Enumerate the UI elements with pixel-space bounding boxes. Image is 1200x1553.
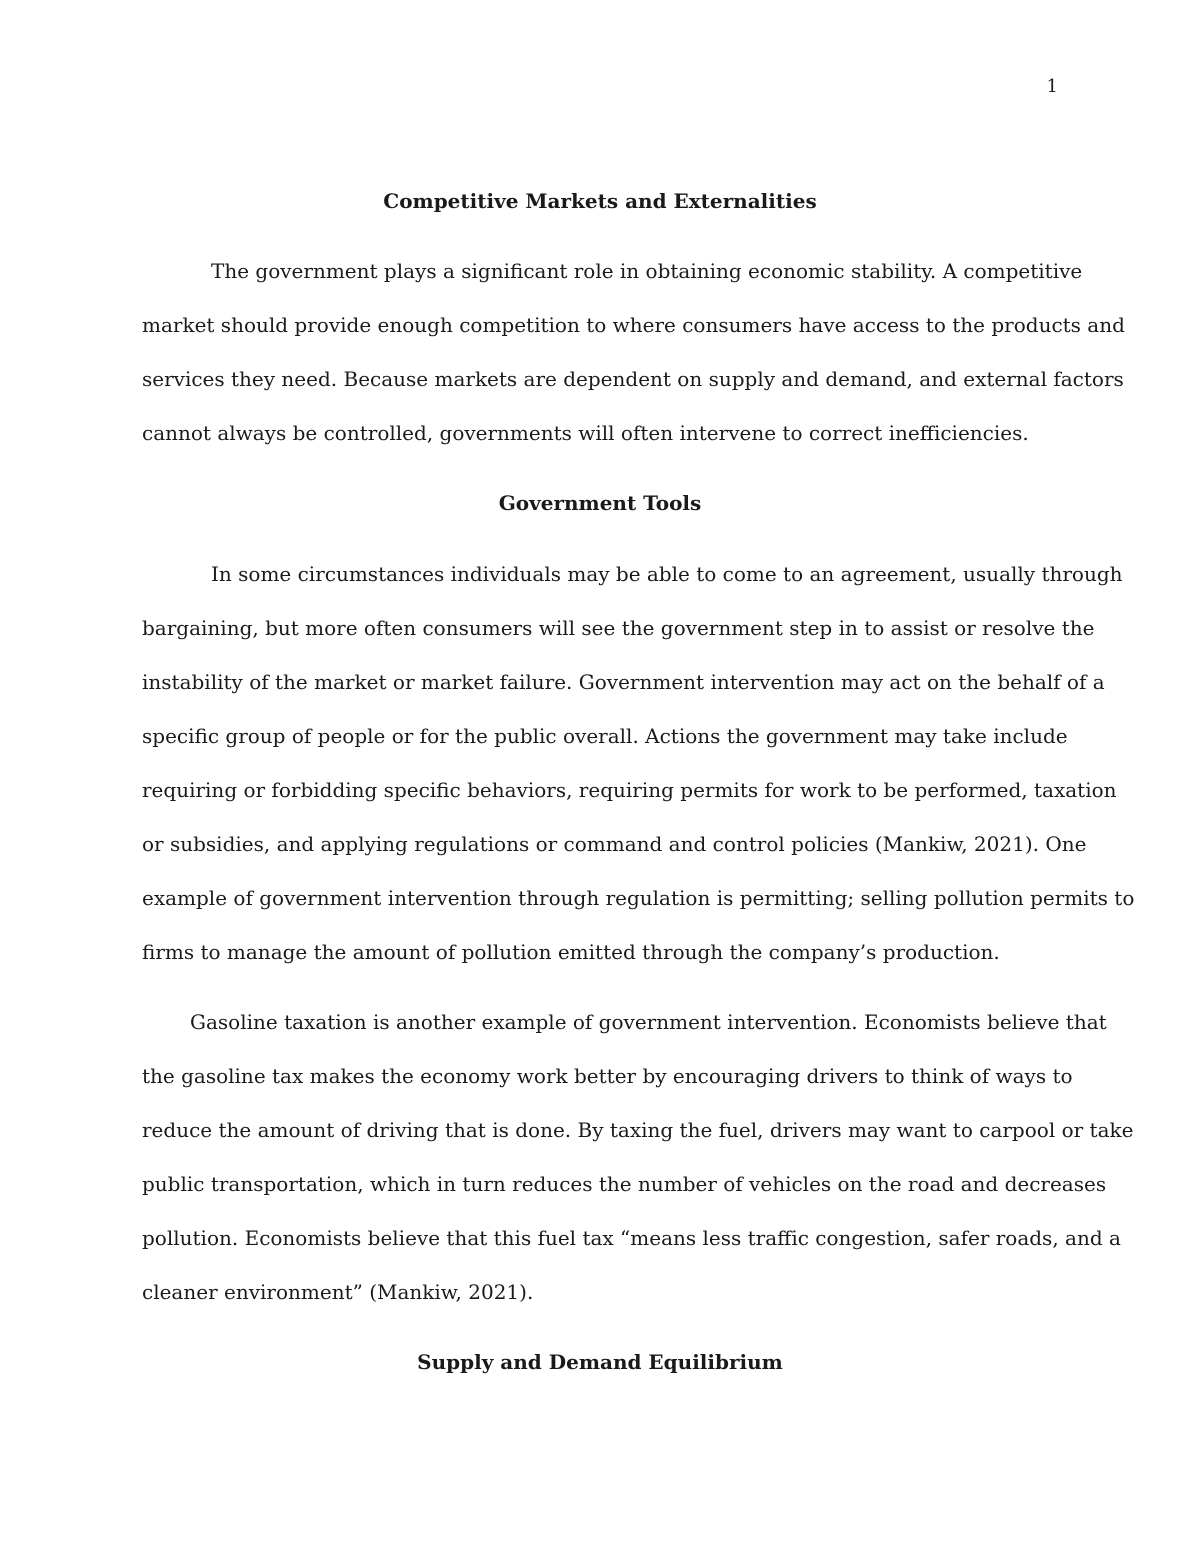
paragraph-2-line: example of government intervention through regulation is permitting; selling pollution permits to: [142, 886, 1135, 910]
paragraph-2-line: bargaining, but more often consumers will see the government step in to assist or resolve the: [142, 616, 1095, 640]
paragraph-3-line: public transportation, which in turn reduces the number of vehicles on the road and decreases: [142, 1172, 1107, 1196]
section-heading-government-tools: Government Tools: [498, 491, 702, 515]
paragraph-1-line: market should provide enough competition to where consumers have access to the products and: [142, 313, 1125, 337]
paragraph-3-line: pollution. Economists believe that this fuel tax “means less traffic congestion, safer roads, and a: [142, 1226, 1121, 1250]
paragraph-3-line: the gasoline tax makes the economy work better by encouraging drivers to think of ways to: [142, 1064, 1073, 1088]
paragraph-1-line: cannot always be controlled, governments will often intervene to correct inefficiencies.: [142, 421, 1029, 445]
paragraph-2-line: In some circumstances individuals may be able to come to an agreement, usually through: [211, 562, 1123, 586]
paragraph-1-line: The government plays a significant role in obtaining economic stability. A competitive: [211, 259, 1083, 283]
document-title: Competitive Markets and Externalities: [383, 189, 817, 213]
paragraph-2-line: instability of the market or market failure. Government intervention may act on the behalf of a: [142, 670, 1105, 694]
paragraph-1-line: services they need. Because markets are dependent on supply and demand, and external factors: [142, 367, 1124, 391]
paragraph-2-line: or subsidies, and applying regulations or command and control policies (Mankiw, 2021). One: [142, 832, 1087, 856]
paragraph-2-line: specific group of people or for the public overall. Actions the government may take include: [142, 724, 1068, 748]
paragraph-3-line: cleaner environment” (Mankiw, 2021).: [142, 1280, 534, 1304]
page-number: 1: [1046, 76, 1058, 97]
paragraph-3-line: reduce the amount of driving that is done. By taxing the fuel, drivers may want to carpool or take: [142, 1118, 1134, 1142]
paragraph-2-line: requiring or forbidding specific behaviors, requiring permits for work to be performed, taxation: [142, 778, 1117, 802]
paragraph-2-line: firms to manage the amount of pollution emitted through the company’s production.: [142, 940, 1000, 964]
paragraph-3-line: Gasoline taxation is another example of government intervention. Economists believe that: [190, 1010, 1107, 1034]
section-heading-supply-demand: Supply and Demand Equilibrium: [417, 1350, 783, 1374]
